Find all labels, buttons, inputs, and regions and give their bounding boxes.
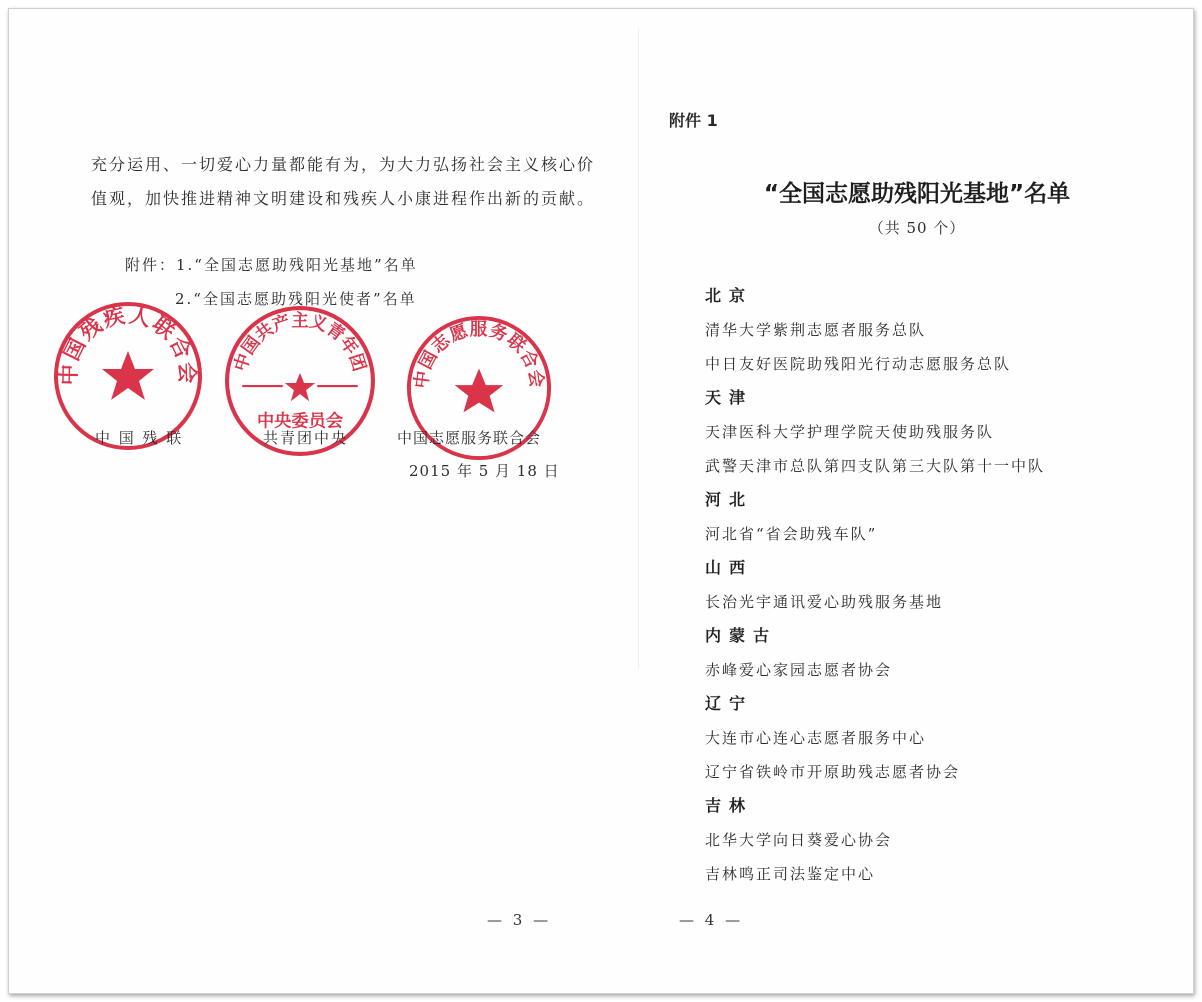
page-title: “全国志愿助残阳光基地”名单 [763,181,1071,207]
seal-bottom-text: 中央委员会 [256,411,344,432]
list-item: 吉林鸣正司法鉴定中心 [705,865,876,883]
page-number: — 4 — [679,911,744,929]
signatory-cdpf: 中 国 残 联 [95,429,184,447]
star-icon [102,351,154,400]
attachment-label: 附件 1 [669,111,718,130]
signatory-cyl: 共青团中央 [263,429,349,447]
list-item: 辽宁省铁岭市开原助残志愿者协会 [705,763,961,781]
region-heading: 吉林 [705,796,754,815]
seal-text: 中国志愿服务联合会 [411,319,547,390]
svg-text:中国共产主义青年团 [230,310,369,374]
region-heading: 内蒙古 [705,626,778,645]
signing-date: 2015 年 5 月 18 日 [409,462,560,480]
signatory-cvf: 中国志愿服务联合会 [397,429,542,447]
list-item: 北华大学向日葵爱心协会 [705,831,893,849]
list-item: 长治光宇通讯爱心助残服务基地 [705,593,944,611]
list-item: 清华大学紫荆志愿者服务总队 [705,321,927,339]
attachment-item-2: 2.“全国志愿助残阳光使者”名单 [175,290,417,308]
region-heading: 辽宁 [705,694,754,713]
region-heading: 北京 [705,286,754,305]
region-heading: 天津 [705,388,754,407]
star-icon [285,373,315,401]
region-heading: 山西 [705,558,754,577]
document-spread [8,8,1194,994]
seal-text: 中国残疾人联合会 [56,303,200,386]
list-item: 天津医科大学护理学院天使助残服务队 [705,423,995,441]
seal-text: 中国共产主义青年团 [230,310,370,374]
paragraph-line-2: 值观，加快推进精神文明建设和残疾人小康进程作出新的贡献。 [91,189,596,208]
base-list [705,279,1185,891]
attachment-item-1: 附件：1.“全国志愿助残阳光基地”名单 [125,256,418,274]
list-item: 河北省“省会助残车队” [705,525,878,543]
region-heading: 河北 [705,490,754,509]
page-number: — 3 — [487,911,552,929]
list-item: 赤峰爱心家园志愿者协会 [705,661,893,679]
list-item: 武警天津市总队第四支队第三大队第十一中队 [705,457,1046,475]
list-item: 大连市心连心志愿者服务中心 [705,729,927,747]
page-4 [639,9,1195,993]
list-item: 中日友好医院助残阳光行动志愿服务总队 [705,355,1012,373]
paragraph-line-1: 充分运用、一切爱心力量都能有为，为大力弘扬社会主义核心价 [91,155,596,174]
page-subtitle: （共 50 个） [868,219,966,237]
page-3 [9,9,639,993]
star-icon [455,369,504,413]
